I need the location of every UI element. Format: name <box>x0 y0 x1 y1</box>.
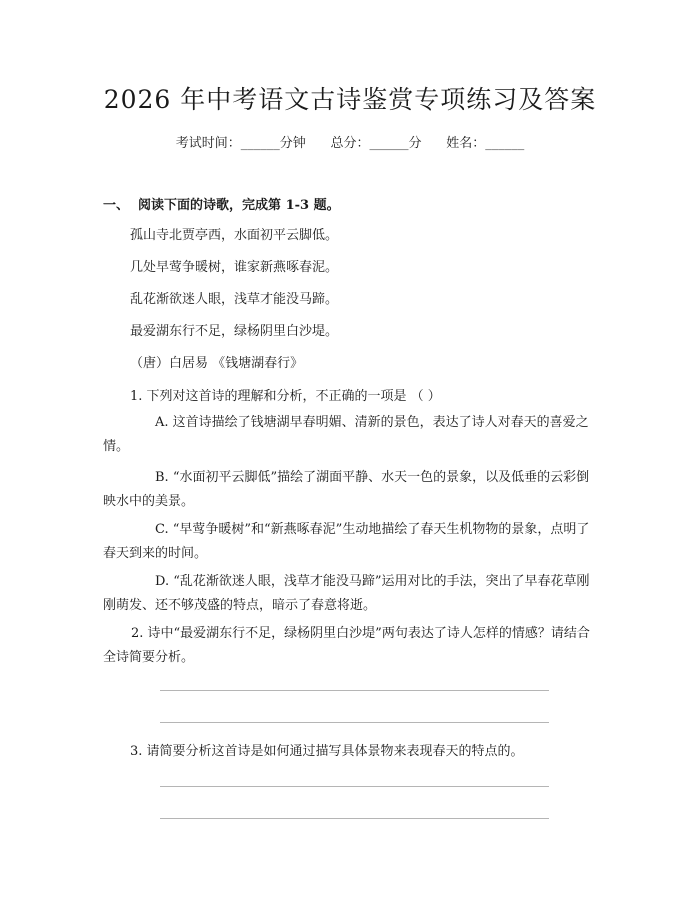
question-1-stem: 1. 下列对这首诗的理解和分析，不正确的一项是 （ ） <box>130 389 441 404</box>
answer-line[interactable] <box>160 818 549 819</box>
page-title: 2026 年中考语文古诗鉴赏专项练习及答案 <box>103 85 597 114</box>
poem-line-4: 最爱湖东行不足，绿杨阴里白沙堤。 <box>130 324 339 339</box>
poem-line-2: 几处早莺争暖树，谁家新燕啄春泥。 <box>130 260 339 275</box>
question-1-option-d: D. “乱花渐欲迷人眼，浅草才能没马蹄”运用对比的手法，突出了早春花草刚刚萌发、还不够茂盛的特点，暗示了春意将逝。 <box>103 574 590 613</box>
answer-line[interactable] <box>160 786 549 787</box>
exam-info-line: 考试时间：______分钟 总分：______分 姓名：______ <box>175 136 525 151</box>
answer-line[interactable] <box>160 722 549 723</box>
question-2-stem: 2. 诗中“最爱湖东行不足，绿杨阴里白沙堤”两句表达了诗人怎样的情感？请结合全诗简要分析。 <box>103 626 590 665</box>
poem-line-3: 乱花渐欲迷人眼，浅草才能没马蹄。 <box>130 292 339 307</box>
section-heading: 一、 阅读下面的诗歌，完成第 1-3 题。 <box>103 198 340 213</box>
question-1-option-b: B. “水面初平云脚低”描绘了湖面平静、水天一色的景象，以及低垂的云彩倒映水中的美景。 <box>103 470 590 509</box>
answer-line[interactable] <box>160 690 549 691</box>
question-3-stem: 3. 请简要分析这首诗是如何通过描写具体景物来表现春天的特点的。 <box>130 744 524 759</box>
question-1-option-a: A. 这首诗描绘了钱塘湖早春明媚、清新的景色，表达了诗人对春天的喜爱之情。 <box>103 415 589 454</box>
poem-line-1: 孤山寺北贾亭西，水面初平云脚低。 <box>130 228 339 243</box>
question-1-option-c: C. “早莺争暖树”和“新燕啄春泥”生动地描绘了春天生机物物的景象，点明了春天到来的时间。 <box>103 522 590 561</box>
poem-source: （唐）白居易 《钱塘湖春行》 <box>130 356 304 371</box>
